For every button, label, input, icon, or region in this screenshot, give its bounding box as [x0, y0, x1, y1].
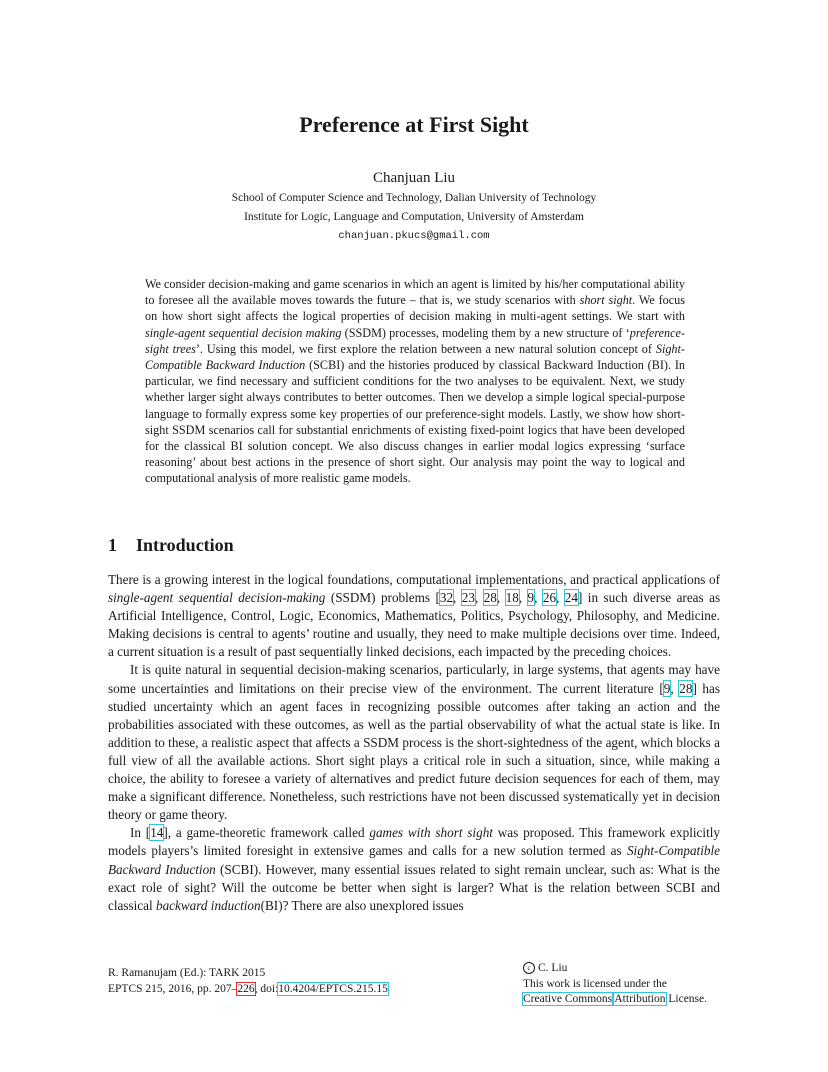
eptcs-line: EPTCS 215, 2016, pp. 207–226, doi:10.4204/EPTCS.215.15 — [108, 982, 388, 995]
section-heading — [108, 535, 234, 556]
section-number: 1 — [108, 535, 117, 555]
author-email: chanjuan.pkucs@gmail.com — [338, 230, 490, 242]
introduction-body — [108, 571, 720, 915]
citation-link[interactable]: 23 — [461, 590, 475, 606]
paragraph-1: There is a growing interest in the logical foundations, computational implementations, and practical applications of single-agent sequential decision-making (SSDM) problems [32, 23, 28, 18, 9, 26, 24] in such diverse areas as Artificial Intelligence, Control, Logic, Economics, Mathematics, Politics, Psychology, Philosophy, and Medicine. Making decisions is central to agents’ routine and usually, they need to make multiple decisions over time. Indeed, a current situation is a result of past sequentially linked decisions, each impacted by the preceding choices. — [108, 572, 721, 660]
affiliation-1: School of Computer Science and Technology, Dalian University of Technology — [231, 192, 597, 204]
citation-link[interactable]: 9 — [527, 590, 535, 606]
license-links: Creative Commons Attribution License. — [523, 993, 708, 1005]
paper-title: Preference at First Sight — [299, 112, 529, 137]
doi-link[interactable]: 10.4204/EPTCS.215.15 — [278, 982, 388, 995]
citation-link[interactable]: 9 — [663, 680, 671, 696]
license-info — [523, 961, 707, 1008]
abstract: We consider decision-making and game scenarios in which an agent is limited by his/her computational ability to foresee all the available moves towards the future – that is, we study scenarios with short sight. We focus on how short sight affects the logical properties of decision making in multi-agent settings. We start with single-agent sequential decision making (SSDM) processes, modeling them by a new structure of ‘preference-sight trees’. Using this model, we first explore the relation between a new natural solution concept of Sight-Compatible Backward Induction (SCBI) and the histories produced by classical Backward Induction (BI). In particular, we find necessary and sufficient conditions for the two analyses to be equivalent. Next, we study whether larger sight always contributes to better outcomes. Then we develop a simple logical special-purpose language to formally express some key properties of our preference-sight models. Lastly, we show how short-sight SSDM scenarios call for substantial enrichments of existing fixed-point logics that have been developed for the classical BI solution concept. We also discuss changes in earlier modal logics expressing ‘surface reasoning’ about best actions in the presence of short sight. Our analysis may point the way to logical and computational analysis of more realistic game models. — [145, 277, 686, 486]
end-page-link[interactable]: 226 — [237, 982, 255, 995]
author-name: Chanjuan Liu — [372, 170, 456, 186]
citation-link[interactable]: 28 — [483, 590, 497, 606]
section-title: Introduction — [136, 535, 234, 555]
creative-commons-link[interactable]: Creative Commons — [523, 993, 613, 1005]
citation-link[interactable]: 14 — [150, 825, 164, 841]
citation-link[interactable]: 26 — [542, 590, 557, 606]
paragraph-3: In [14], a game-theoretic framework called games with short sight was proposed. This framework explicitly models players’s limited foresight in extensive games and calls for a new solution termed as Sight-Compatible Backward Induction (SCBI). However, many essential issues related to sight remain unclear, such as: What is the exact role of sight? Will the outcome be better when sight is larger? What is the relation between SCBI and classical backward induction(BI)? There are also unexplored issues — [108, 825, 720, 913]
paragraph-2: It is quite natural in sequential decision-making scenarios, particularly, in large systems, that agents may have some uncertainties and limitations on their precise view of the environment. The current literature [9, 28] has studied uncertainty which an agent faces in recognizing possible outcomes after taking an action and the probabilities associated with these outcomes, as well as the partial observability of what the actual state is like. In addition to these, a realistic aspect that affects a SSDM process is the short-sightedness of the agent, which blocks a full view of all the available actions. Short sight plays a critical role in such a situation, since, while making a choice, the ability to foresee a variety of alternatives and predict future decision sequences for each of them, may make a significant difference. Nonetheless, such restrictions have not been discussed systematically yet in decision theory or game theory. — [108, 662, 720, 823]
citation-link[interactable]: 18 — [505, 590, 519, 606]
license-line: This work is licensed under the — [523, 977, 668, 990]
publication-info — [108, 966, 388, 997]
citation-link[interactable]: 24 — [564, 590, 578, 606]
editor-line: R. Ramanujam (Ed.): TARK 2015 — [108, 967, 266, 979]
citation-link[interactable]: 32 — [439, 590, 454, 606]
attribution-link[interactable]: Attribution — [614, 993, 666, 1005]
citation-link[interactable]: 28 — [679, 680, 693, 696]
copyright-icon: c — [523, 962, 535, 974]
copyright-line: c C. Liu — [523, 961, 707, 977]
affiliation-2: Institute for Logic, Language and Computation, University of Amsterdam — [244, 211, 584, 223]
